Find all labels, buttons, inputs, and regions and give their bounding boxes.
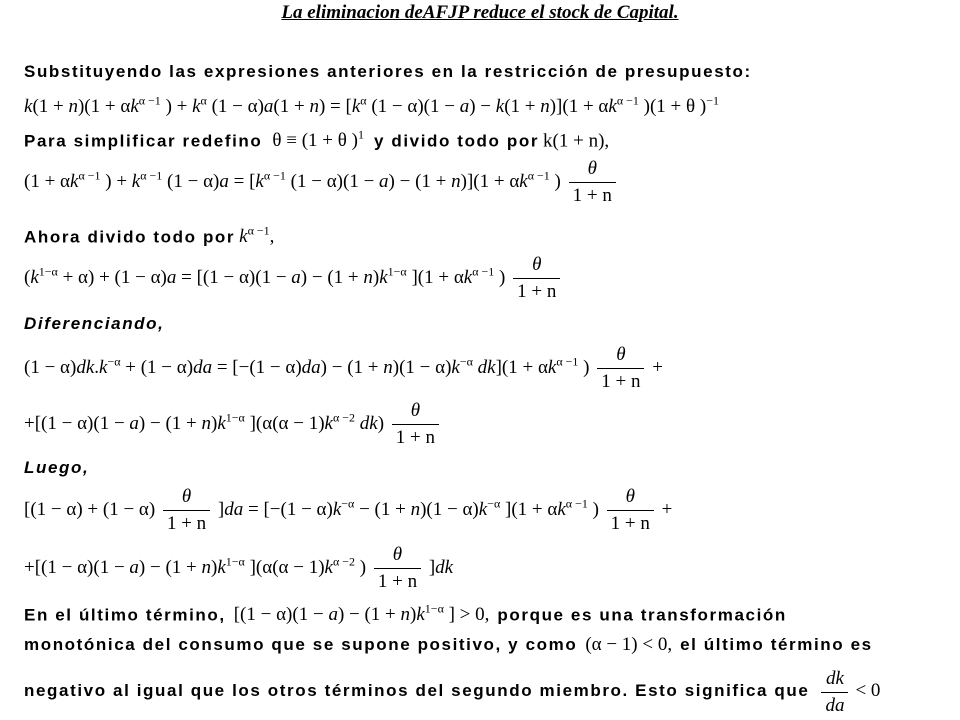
fraction-numerator: θ (616, 344, 626, 365)
fraction-denominator: 1 + n (513, 278, 560, 303)
theta-fraction (374, 544, 421, 593)
equation-divided-by-k-alpha (24, 254, 563, 303)
monotonica-expr: (α − 1) < 0, (585, 634, 673, 655)
plus-sign: + (661, 498, 673, 520)
equation-text: $+[(1 - \alpha)(1 - a) - (1 + n)k^{1-\alpha}$ ]($\alpha(\alpha - 1)k^{\alpha -2}$ dk) (24, 410, 385, 434)
fraction-numerator: θ (392, 544, 403, 565)
text-line-ultimo-termino (24, 602, 787, 626)
equation-text-right: ]$da = [-(1 - \alpha)k^{-\alpha} - (1 + n)(1 - \alpha)k^{-\alpha}$ ]($1 + \alpha k^{\alpha -1}$ ) (217, 496, 599, 520)
text-line-luego: Luego, (24, 458, 90, 477)
equation-text: $(1 - \alpha)dk.k^{-\alpha} + (1 - \alpha)da = [-(1 - \alpha)da) - (1 + n)(1 - \alpha)k^{-\alpha}$ $dk](1 + \alpha k^{\alpha -1}$ ) (24, 354, 590, 378)
fraction-denominator: 1 + n (569, 182, 616, 207)
equation-result-1 (24, 486, 672, 535)
fraction-denominator: 1 + n (374, 568, 421, 593)
equation-divided-by-k (24, 158, 619, 207)
theta-fraction (569, 158, 616, 207)
slide-title: La eliminacion deAFJP reduce el stock de Capital. (281, 2, 679, 23)
plus-sign: + (652, 356, 663, 378)
fraction-numerator: θ (625, 486, 635, 507)
equation-text-left: [(1 − α) + (1 − α) (24, 498, 156, 520)
fraction-denominator: 1 + n (597, 368, 644, 393)
equation-text: $(k^{1-\alpha} + \alpha) + (1 - \alpha)a = [(1 - \alpha)(1 - a) - (1 + n)k^{1-\alpha}$ ]($1 + \alpha k^{\alpha -1}$ ) (24, 264, 506, 288)
text-line-substituyendo: Substituyendo las expresiones anteriores en la restricción de presupuesto: (24, 62, 752, 81)
text-line-monotonica (24, 634, 873, 656)
equation-text: ($1 + \alpha k^{\alpha -1}$ ) + $k^{\alpha -1}$ $(1 - \alpha)a = [k^{\alpha -1}$ $(1 - \alpha)(1 - a) - (1 + n)](1 + \alpha k^{\alpha -1}$ ) (24, 168, 561, 192)
theta-fraction (597, 344, 644, 393)
simplificar-mid: y divido todo por (373, 131, 540, 151)
theta-definition: θ ≡ (1 + θ )$^1$ (272, 128, 364, 152)
simplificar-expr: k(1 + n), (543, 130, 610, 152)
ahora-prefix: Ahora divido todo por (24, 227, 236, 247)
fraction-numerator: dk (825, 668, 844, 689)
fraction-numerator: θ (410, 400, 421, 421)
fraction-denominator: da (821, 692, 848, 717)
theta-fraction (163, 486, 210, 535)
equation-differential-2 (24, 400, 442, 449)
equation-budget-substitution (24, 94, 719, 118)
fraction-denominator: 1 + n (163, 510, 210, 535)
equation-text: $+[(1 - \alpha)(1 - a) - (1 + n)k^{1-\alpha}$ ]($\alpha(\alpha - 1)k^{\alpha -2}$ ) (24, 554, 367, 578)
equation-text: $k(1 + n)(1 + \alpha k^{\alpha -1}$ ) + $k^\alpha$ $(1 - \alpha)a(1 + n) = [k^\alpha$ $(1 - \alpha)(1 - a) - k(1 + n)](1 + \alpha k^{\alpha -1}$ )(1 + θ )$^{-1}$ (24, 94, 719, 118)
fraction-denominator: 1 + n (607, 510, 654, 535)
equation-differential-1 (24, 344, 663, 393)
theta-fraction (392, 400, 439, 449)
theta-fraction (607, 486, 654, 535)
fraction-denominator: 1 + n (392, 424, 439, 449)
fraction-numerator: θ (532, 254, 542, 275)
ultimo-expr: [$(1 - \alpha)(1 - a) - (1 + n)k^{1-\alpha}$ ] > 0, (233, 602, 490, 626)
negativo-prefix: negativo al igual que los otros términos del segundo miembro. Esto significa que (24, 681, 810, 701)
ultimo-prefix: En el último término, (24, 605, 226, 625)
equation-text-tail: ]dk (428, 556, 454, 578)
dk-da-fraction (821, 668, 848, 717)
text-line-diferenciando: Diferenciando, (24, 314, 165, 333)
monotonica-prefix: monotónica del consumo que se supone positivo, y como (24, 635, 578, 654)
simplificar-prefix: Para simplificar redefino (24, 131, 263, 151)
ahora-expr: $k^{\alpha -1}$, (239, 224, 275, 248)
text-line-simplificar (24, 128, 609, 152)
monotonica-suffix: el último término es (680, 635, 873, 654)
fraction-numerator: θ (587, 158, 597, 179)
negativo-inequality: < 0 (855, 680, 881, 702)
text-line-negativo (24, 668, 880, 717)
theta-fraction (513, 254, 560, 303)
fraction-numerator: θ (181, 486, 192, 507)
equation-result-2 (24, 544, 453, 593)
ultimo-suffix: porque es una transformación (497, 605, 787, 625)
text-line-ahora (24, 224, 274, 248)
